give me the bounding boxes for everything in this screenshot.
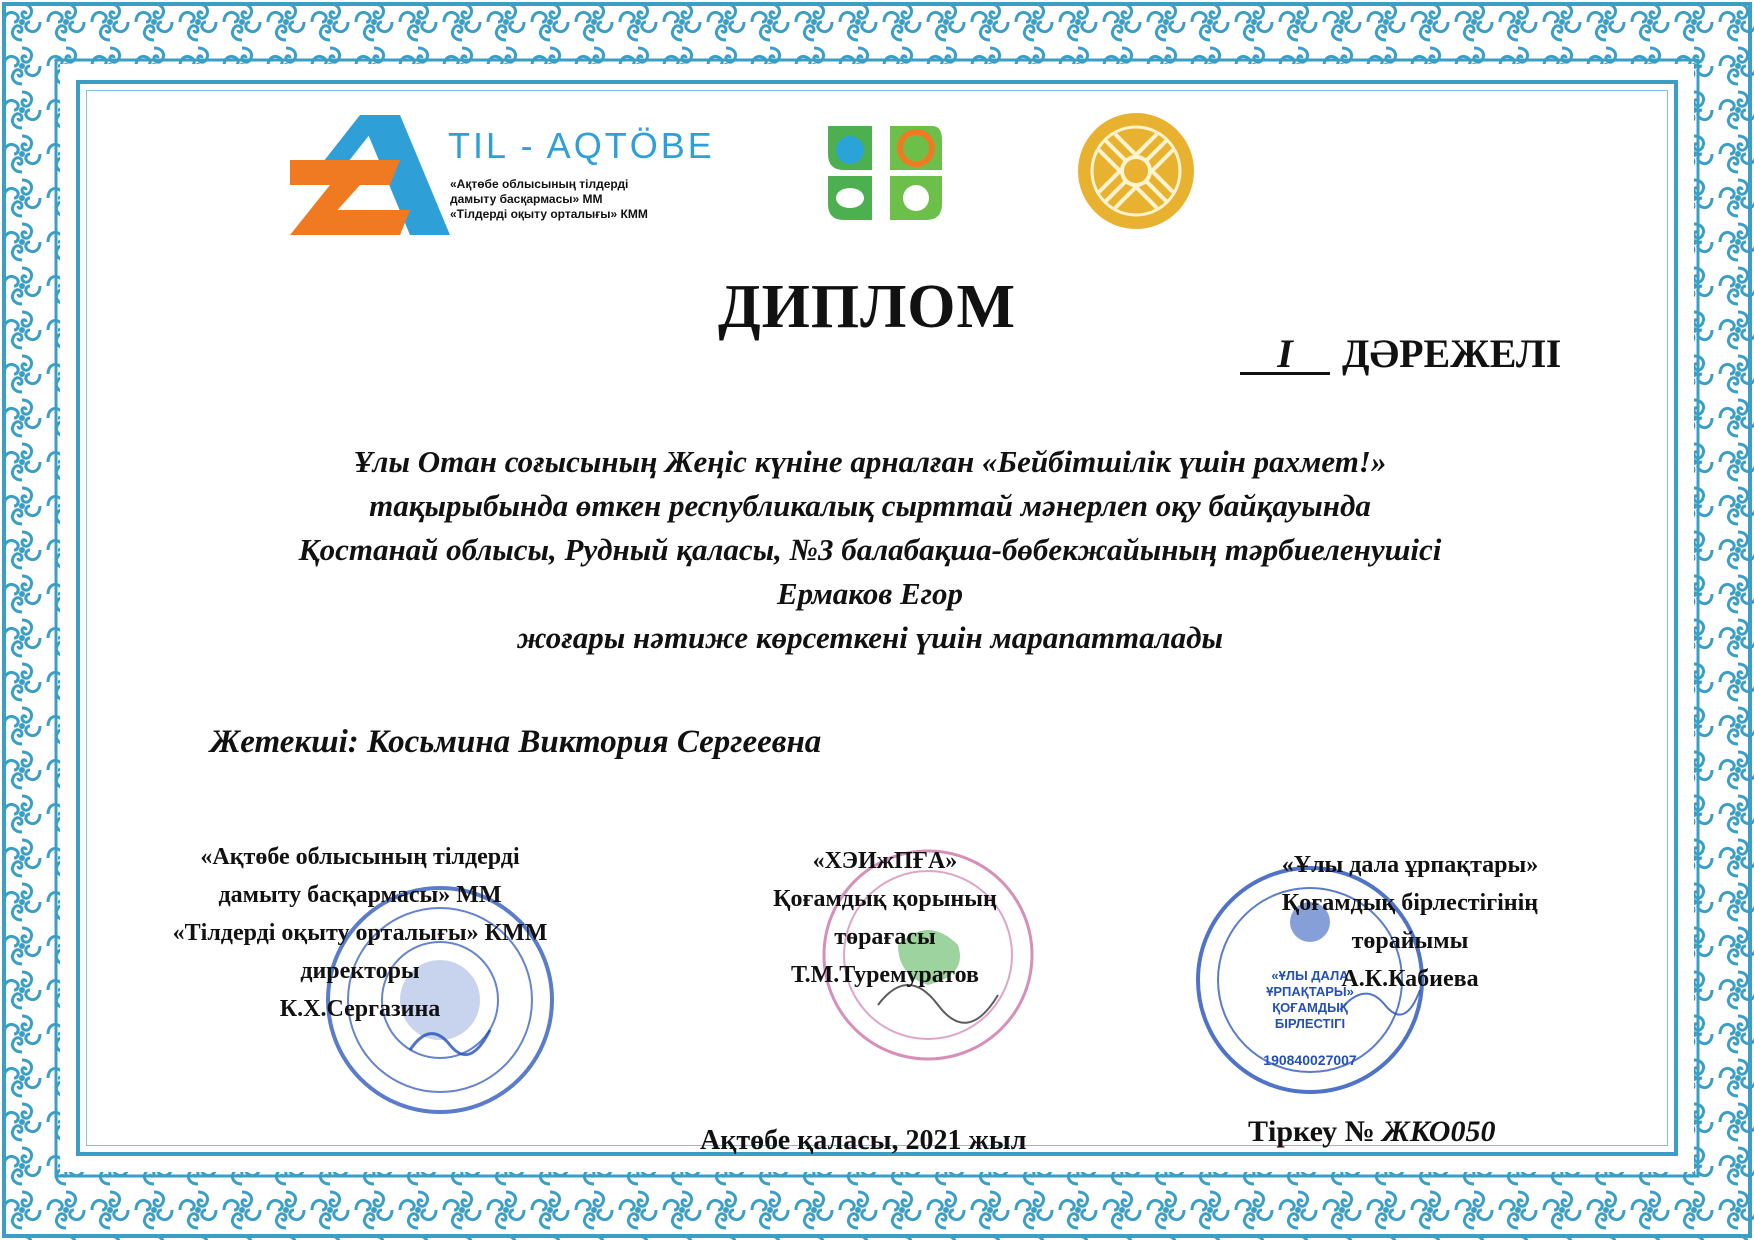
svg-text:ҰРПАҚТАРЫ»: ҰРПАҚТАРЫ»	[1266, 984, 1354, 999]
sig1-line2: дамыту басқармасы» ММ	[218, 882, 502, 908]
reg-label: Тіркеу №	[1248, 1115, 1375, 1148]
reg-number: ЖКО050	[1382, 1115, 1496, 1148]
eco-leaves-logo	[820, 118, 950, 228]
supervisor-line: Жетекші: Косьмина Виктория Сергеевна	[210, 724, 822, 760]
sig1-line4: директоры	[300, 958, 420, 984]
registration-number	[1248, 1115, 1495, 1149]
award-text	[120, 440, 1620, 660]
sig2-line1: «ХЭИжПҒА»	[812, 848, 958, 874]
sig3-name: А.К.Кабиева	[1341, 966, 1479, 992]
til-aqtobe-emblem	[290, 115, 450, 240]
award-line-5: жоғары нәтиже көрсеткені үшін марапатталады	[517, 620, 1223, 655]
til-aqtobe-subtitle	[450, 177, 740, 222]
sig2-name: Т.М.Туремуратов	[791, 962, 979, 988]
sig3-line1: «Ұлы дала ұрпақтары»	[1281, 852, 1539, 878]
til-sub-line3: «Тілдерді оқыту орталығы» КММ	[450, 207, 648, 221]
svg-text:БІРЛЕСТІГІ: БІРЛЕСТІГІ	[1274, 1016, 1346, 1031]
recipient-name: Ермаков Егор	[776, 576, 964, 611]
award-line-3: Қостанай облысы, Рудный қаласы, №3 балабақша-бөбекжайының тәрбиеленушісі	[298, 532, 1442, 567]
svg-text:ҚОҒАМДЫҚ: ҚОҒАМДЫҚ	[1272, 1000, 1348, 1015]
signatory-uly-dala	[1220, 846, 1600, 998]
til-sub-line2: дамыту басқармасы» ММ	[450, 192, 603, 206]
signatory-heiipga	[720, 842, 1050, 994]
degree-number: I	[1240, 336, 1330, 375]
city-year: Ақтөбе қаласы, 2021 жыл	[700, 1125, 1027, 1156]
sig1-line3: «Тілдерді оқыту орталығы» КММ	[172, 920, 548, 946]
sig2-line2: Қоғамдық қорының	[773, 886, 997, 912]
til-sub-line1: «Ақтөбе облысының тілдерді	[450, 177, 629, 191]
sig1-name: К.Х.Сергазина	[279, 996, 441, 1022]
degree-label: ДӘРЕЖЕЛІ	[1342, 331, 1562, 376]
sig3-line3: төрайымы	[1351, 928, 1469, 954]
stamp-3-number: 190840027007	[1263, 1052, 1357, 1068]
diploma-title: ДИПЛОМ	[717, 273, 1017, 341]
award-line-2: тақырыбында өткен республикалық сырттай мәнерлеп оқу байқауында	[369, 488, 1371, 523]
stamp-3-center-text: «ҰЛЫ ДАЛА	[1271, 968, 1349, 983]
til-aqtobe-brand: TIL - AQTÖBE	[448, 125, 715, 166]
sig2-line3: төрағасы	[834, 924, 936, 950]
sig1-line1: «Ақтөбе облысының тілдерді	[200, 844, 520, 870]
degree-line	[1240, 330, 1561, 377]
signatory-til-aqtobe	[110, 838, 610, 1028]
shanyrak-ornament-logo	[1075, 110, 1197, 232]
sig3-line2: Қоғамдық бірлестігінің	[1281, 890, 1539, 916]
til-aqtobe-logo	[290, 115, 730, 240]
award-line-1: Ұлы Отан соғысының Жеңіс күніне арналған «Бейбітшілік үшін рахмет!»	[353, 444, 1387, 479]
